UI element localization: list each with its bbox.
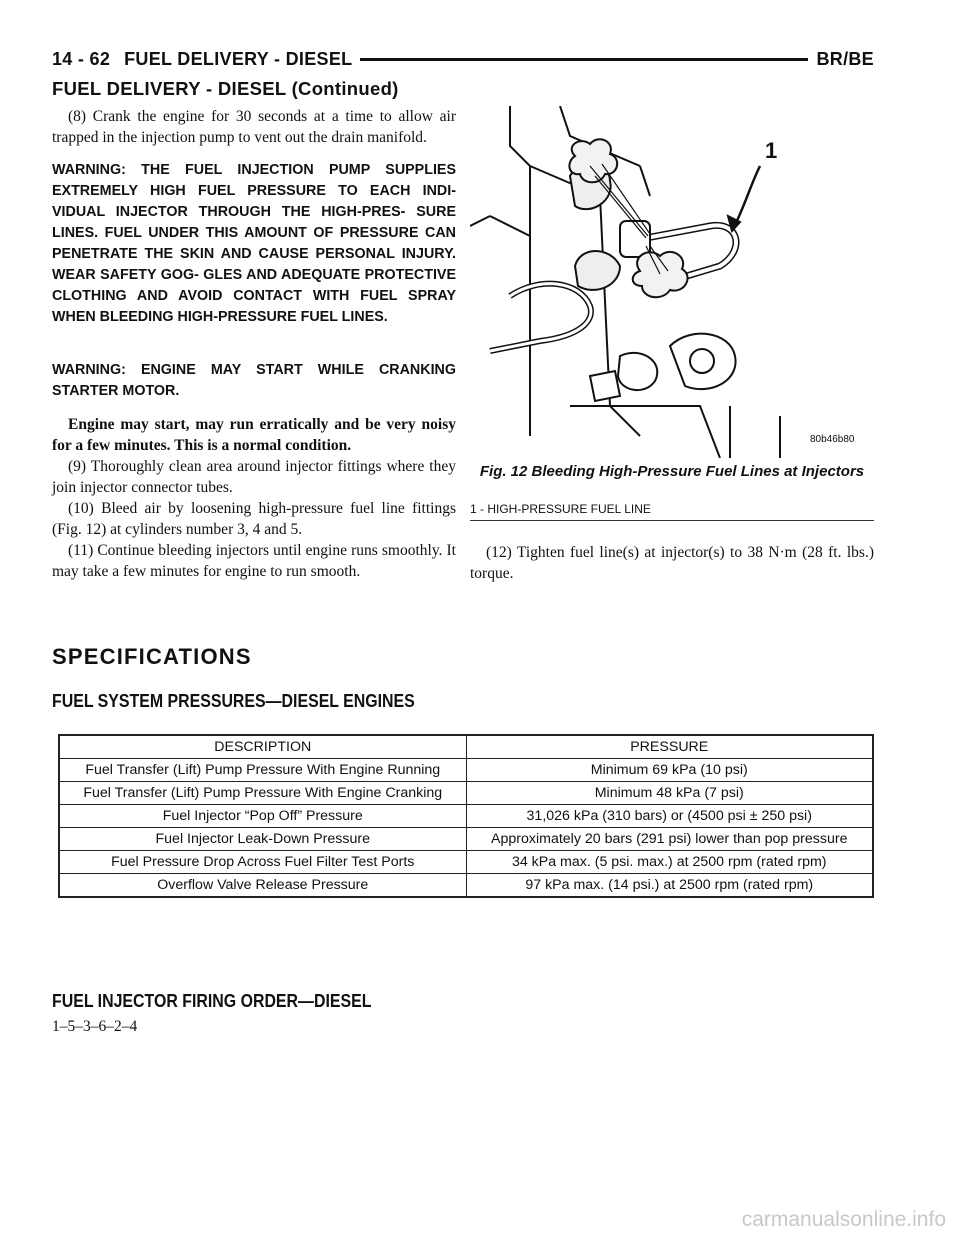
step-12: (12) Tighten fuel line(s) at injector(s) to 38 N·m (28 ft. lbs.) torque. — [470, 544, 874, 582]
step-10: (10) Bleed air by loosening high-pressure fuel line fittings (Fig. 12) at cylinders number 3, 4 and 5. — [52, 500, 456, 538]
header-rule — [360, 58, 808, 61]
pressure-table — [58, 734, 874, 898]
figure-caption: Fig. 12 Bleeding High-Pressure Fuel Lines at Injectors — [479, 463, 865, 480]
specifications-title: SPECIFICATIONS — [52, 644, 252, 669]
table-cell: Approximately 20 bars (291 psi) lower than pop pressure — [466, 828, 873, 851]
table-cell: 34 kPa max. (5 psi. max.) at 2500 rpm (rated rpm) — [466, 851, 873, 874]
table-cell: Fuel Transfer (Lift) Pump Pressure With Engine Running — [59, 759, 466, 782]
table-row — [59, 874, 873, 898]
table-cell: 31,026 kPa (310 bars) or (4500 psi ± 250 psi) — [466, 805, 873, 828]
table-cell: Fuel Transfer (Lift) Pump Pressure With Engine Cranking — [59, 782, 466, 805]
page-number: 14 - 62 — [52, 48, 111, 69]
table-cell: Fuel Injector Leak-Down Pressure — [59, 828, 466, 851]
caution-note: Engine may start, may run erratically and be very noisy for a few minutes. This is a normal condition. — [52, 416, 456, 454]
engine-illustration — [470, 106, 874, 458]
table-row — [59, 782, 873, 805]
figure-legend: 1 - HIGH-PRESSURE FUEL LINE — [470, 502, 874, 521]
table-row — [59, 851, 873, 874]
watermark: carmanualsonline.info — [741, 1208, 946, 1231]
table-cell: 97 kPa max. (14 psi.) at 2500 rpm (rated rpm) — [466, 874, 873, 898]
page-header — [52, 46, 874, 72]
table-header-row — [59, 735, 873, 759]
step-11: (11) Continue bleeding injectors until engine runs smoothly. It may take a few minutes for engine to run smooth. — [52, 542, 456, 580]
figure-fuel-lines — [470, 106, 874, 458]
step-9: (9) Thoroughly clean area around injector fittings where they join injector connector tubes. — [52, 458, 456, 496]
table-row — [59, 759, 873, 782]
left-column — [52, 106, 456, 582]
column-header: PRESSURE — [466, 735, 873, 759]
column-header: DESCRIPTION — [59, 735, 466, 759]
firing-order-title: FUEL INJECTOR FIRING ORDER—DIESEL — [52, 990, 372, 1011]
section-title: FUEL DELIVERY - DIESEL — [124, 48, 353, 69]
table-cell: Minimum 48 kPa (7 psi) — [466, 782, 873, 805]
table-cell: Overflow Valve Release Pressure — [59, 874, 466, 898]
figure-code: 80b46b80 — [810, 434, 855, 445]
firing-order-value: 1–5–3–6–2–4 — [52, 1018, 138, 1035]
table-row — [59, 828, 873, 851]
table-cell: Fuel Injector “Pop Off” Pressure — [59, 805, 466, 828]
warning-high-pressure: WARNING: THE FUEL INJECTION PUMP SUPPLIES EXTREMELY HIGH FUEL PRESSURE TO EACH INDI- VIDUAL INJECTOR THROUGH THE HIGH-PRES- SURE LINES. FUEL UNDER THIS AMOUNT OF PRESSURE CAN PENETRATE THE SKIN AND CAUSE PERSONAL INJURY. WEAR SAFETY GOG- GLES AND ADEQUATE PROTECTIVE CLOTHING AND AVOID CONTACT WITH FUEL SPRAY WHEN BLEEDING HIGH-PRESSURE FUEL LINES. — [52, 162, 456, 325]
table-row — [59, 805, 873, 828]
model-code: BR/BE — [816, 48, 874, 69]
table-cell: Minimum 69 kPa (10 psi) — [466, 759, 873, 782]
step-8: (8) Crank the engine for 30 seconds at a time to allow air trapped in the injection pump to vent out the drain manifold. — [52, 108, 456, 146]
table-cell: Fuel Pressure Drop Across Fuel Filter Test Ports — [59, 851, 466, 874]
pressure-table-title: FUEL SYSTEM PRESSURES—DIESEL ENGINES — [52, 690, 415, 711]
continued-title: FUEL DELIVERY - DIESEL (Continued) — [52, 78, 399, 99]
warning-engine-start: WARNING: ENGINE MAY START WHILE CRANKING STARTER MOTOR. — [52, 362, 456, 399]
figure-callout: 1 — [765, 138, 778, 163]
